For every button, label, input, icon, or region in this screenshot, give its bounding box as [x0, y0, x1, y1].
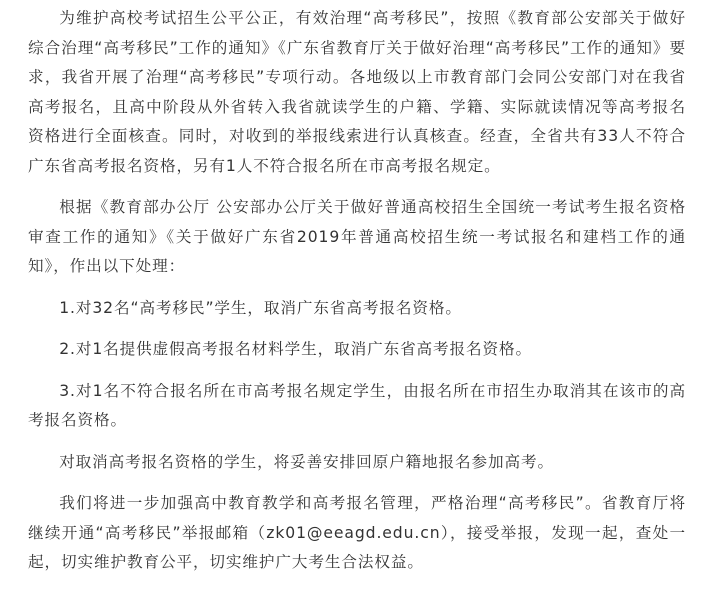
- paragraph-closing: 我们将进一步加强高中教育教学和高考报名管理，严格治理“高考移民”。省教育厅将继续开通“高考移民”举报邮箱（zk01@eeagd.edu.cn），接受举报，发现一起，查处一起，切实维护教育公平，切实维护广大考生合法权益。: [28, 494, 686, 571]
- paragraph-intro: 为维护高校考试招生公平公正，有效治理“高考移民”，按照《教育部公安部关于做好综合治理“高考移民”工作的通知》《广东省教育厅关于做好治理“高考移民”工作的通知》要求，我省开展了治理“高考移民”专项行动。各地级以上市教育部门会同公安部门对在我省高考报名，且高中阶段从外省转入我省就读学生的户籍、学籍、实际就读情况等高考报名资格进行全面核查。同时，对收到的举报线索进行认真核查。经查，全省共有33人不符合广东省高考报名资格，另有1人不符合报名所在市高考报名规定。: [28, 9, 686, 175]
- paragraph-item-3: 3.对1名不符合报名所在市高考报名规定学生，由报名所在市招生办取消其在该市的高考报名资格。: [28, 381, 686, 429]
- paragraph-item-1: 1.对32名“高考移民”学生，取消广东省高考报名资格。: [59, 298, 462, 317]
- paragraph-basis: 根据《教育部办公厅 公安部办公厅关于做好普通高校招生全国统一考试考生报名资格审查工作的通知》《关于做好广东省2019年普通高校招生统一考试报名和建档工作的通知》，作出以下处理：: [28, 198, 686, 275]
- paragraph-item-2: 2.对1名提供虚假高考报名材料学生，取消广东省高考报名资格。: [59, 340, 533, 358]
- paragraph-arrangement: 对取消高考报名资格的学生，将妥善安排回原户籍地报名参加高考。: [59, 452, 555, 471]
